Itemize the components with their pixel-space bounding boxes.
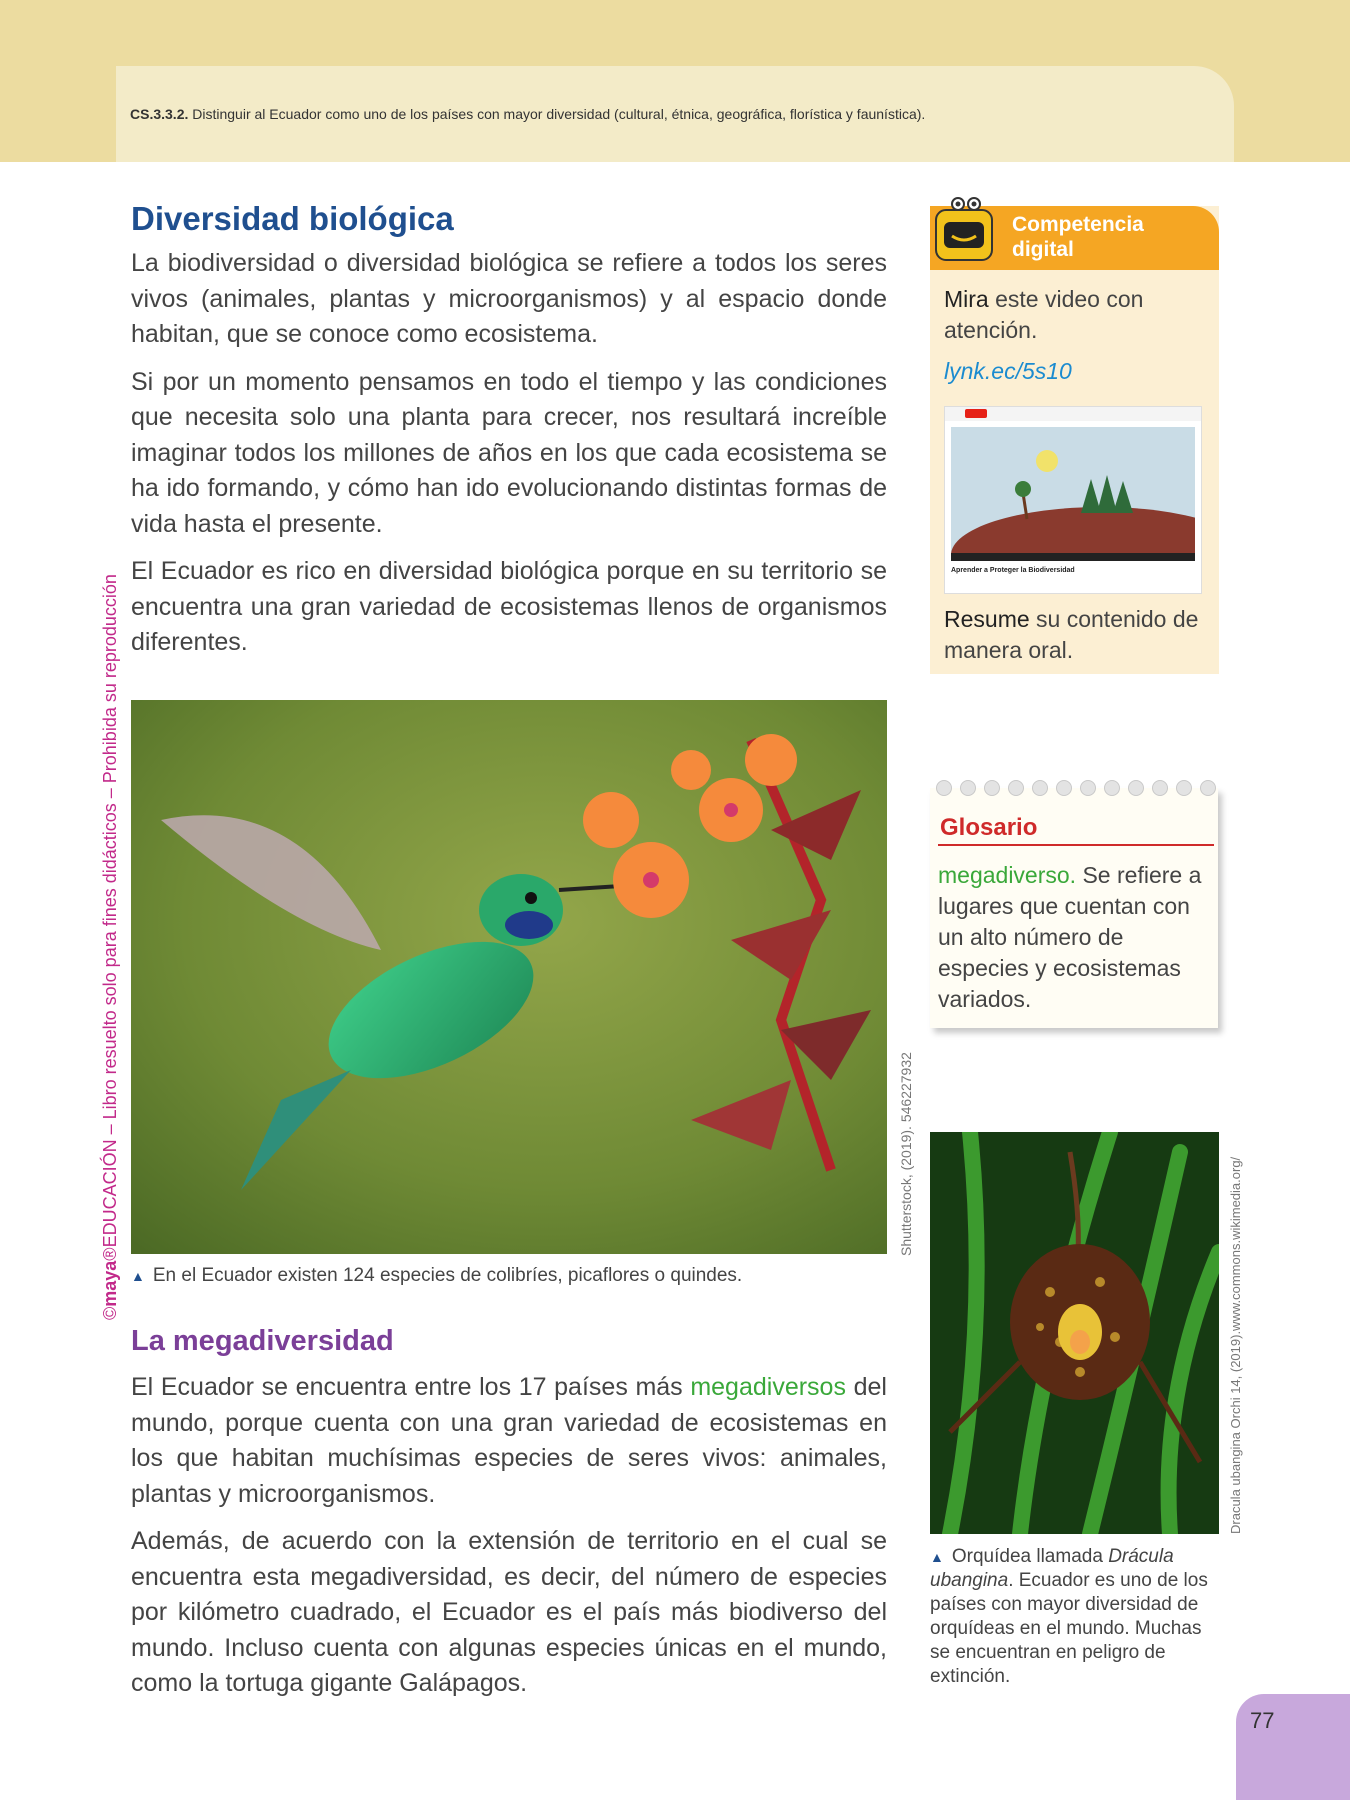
standard-text: Distinguir al Ecuador como uno de los países con mayor diversidad (cultural, étnica, geográfica, florística y faunística). xyxy=(192,106,926,122)
triangle-bullet-icon: ▲ xyxy=(131,1268,145,1284)
binder-ring-icon xyxy=(984,780,1000,796)
binder-ring-icon xyxy=(1032,780,1048,796)
video-title: Aprender a Proteger la Biodiversidad xyxy=(951,567,1075,574)
resume-word: Resume xyxy=(944,606,1030,632)
binder-ring-icon xyxy=(1200,780,1216,796)
curriculum-header xyxy=(116,66,1234,162)
orchid-caption-part-1: Orquídea llamada xyxy=(951,1546,1103,1567)
hummingbird-caption xyxy=(131,1265,742,1287)
paragraph-1: La biodiversidad o diversidad biológica se refiere a todos los seres vivos (animales, plantas y microorganismos) y al espacio donde habitan, que se conoce como ecosistema. xyxy=(131,249,887,348)
mira-word: Mira xyxy=(944,286,989,312)
orchid-photo xyxy=(930,1132,1219,1534)
binder-ring-icon xyxy=(1104,780,1120,796)
mira-text: este video con atención. xyxy=(944,286,1144,343)
glosario-divider xyxy=(938,844,1214,846)
binder-ring-icon xyxy=(1056,780,1072,796)
binder-ring-icon xyxy=(960,780,976,796)
hummingbird-photo-credit: Shutterstock, (2019). 546227932 xyxy=(898,1052,914,1256)
hummingbird-illustration xyxy=(131,700,887,1254)
binder-ring-icon xyxy=(1080,780,1096,796)
orchid-caption xyxy=(930,1545,1222,1689)
orchid-caption-part-2: . Ecuador es uno de los países con mayor diversidad de orquídeas en el mundo. Muchas se encuentran en peligro de extinción. xyxy=(930,1570,1208,1687)
hummingbird-caption-text: En el Ecuador existen 124 especies de colibríes, picaflores o quindes. xyxy=(152,1265,743,1286)
copyright-symbol: © xyxy=(100,1306,120,1320)
side-note-text: EDUCACIÓN – Libro resuelto solo para fines didácticos – Prohibida su reproducción xyxy=(100,574,120,1248)
video-frame-illustration xyxy=(951,427,1195,561)
orchid-illustration xyxy=(930,1132,1219,1534)
youtube-logo-icon xyxy=(965,409,987,418)
video-link[interactable]: lynk.ec/5s10 xyxy=(944,358,1072,384)
glosario-term: megadiverso. xyxy=(938,862,1077,888)
page-number: 77 xyxy=(1250,1708,1275,1733)
binder-ring-icon xyxy=(936,780,952,796)
standard-code: CS.3.3.2. xyxy=(130,106,189,122)
resume-text: su contenido de manera oral. xyxy=(944,606,1199,663)
megadiversidad-paragraph-2: Además, de acuerdo con la extensión de territorio en el cual se encuentra esta megadiversidad, es decir, del número de especies por kilómetro cuadrado, el Ecuador es el país más biodiverso del mundo. Incluso cuenta con algunas especies únicas en el mundo, como la tortuga gigante Galápagos. xyxy=(131,1527,887,1697)
binder-ring-icon xyxy=(1152,780,1168,796)
video-toolbar xyxy=(945,407,1201,421)
competencia-title: Competencia digital xyxy=(1012,213,1144,261)
curriculum-standard xyxy=(130,106,925,122)
orchid-photo-credit: Dracula ubangina Orchi 14, (2019).www.commons.wikimedia.org/ xyxy=(1228,1156,1243,1534)
binder-ring-icon xyxy=(1176,780,1192,796)
glosario-box xyxy=(930,788,1218,1028)
megadiversidad-paragraph-1 xyxy=(131,1370,887,1512)
glosario-title: Glosario xyxy=(940,814,1038,841)
page-number-tab xyxy=(1236,1694,1350,1800)
maya-brand: maya xyxy=(100,1260,120,1307)
section-diversidad-biologica xyxy=(131,200,887,661)
side-copyright-note xyxy=(100,574,121,1320)
glosario-entry xyxy=(938,860,1208,1015)
orchid-species-name: Drácula ubangina xyxy=(930,1546,1174,1591)
paragraph-part-1: El Ecuador se encuentra entre los 17 países más xyxy=(131,1373,683,1401)
registered-mark: ® xyxy=(100,1247,120,1261)
page-title: Diversidad biológica xyxy=(131,200,454,237)
competencia-digital-box xyxy=(930,206,1219,674)
paragraph-3: El Ecuador es rico en diversidad biológica porque en su territorio se encuentra una gran variedad de ecosistemas llenos de organismos diferentes. xyxy=(131,557,887,656)
megadiversos-term: megadiversos xyxy=(690,1373,846,1401)
paragraph-part-2: del mundo, porque cuenta con una gran variedad de ecosistemas en los que habitan muchísimas especies de seres vivos: animales, plantas y microorganismos. xyxy=(131,1373,887,1508)
paragraph-2: Si por un momento pensamos en todo el tiempo y las condiciones que necesita solo una planta para crecer, nos resultará increíble imaginar todos los millones de años en los que cada ecosistema se ha ido formando, y cómo han ido evolucionando distintas formas de vida hasta el presente. xyxy=(131,367,887,538)
competencia-instruction xyxy=(944,284,1204,346)
binder-ring-icon xyxy=(1128,780,1144,796)
competencia-summary-instruction xyxy=(944,604,1214,666)
section-title-megadiversidad: La megadiversidad xyxy=(131,1325,394,1357)
competencia-header xyxy=(930,206,1219,270)
video-thumbnail[interactable] xyxy=(944,406,1202,594)
hummingbird-photo xyxy=(131,700,887,1254)
robot-mascot-icon xyxy=(928,192,1002,268)
binder-ring-icon xyxy=(1008,780,1024,796)
glosario-definition: Se refiere a lugares que cuentan con un alto número de especies y ecosistemas variados. xyxy=(938,862,1202,1012)
triangle-bullet-icon: ▲ xyxy=(930,1549,944,1565)
section-megadiversidad xyxy=(131,1325,887,1702)
